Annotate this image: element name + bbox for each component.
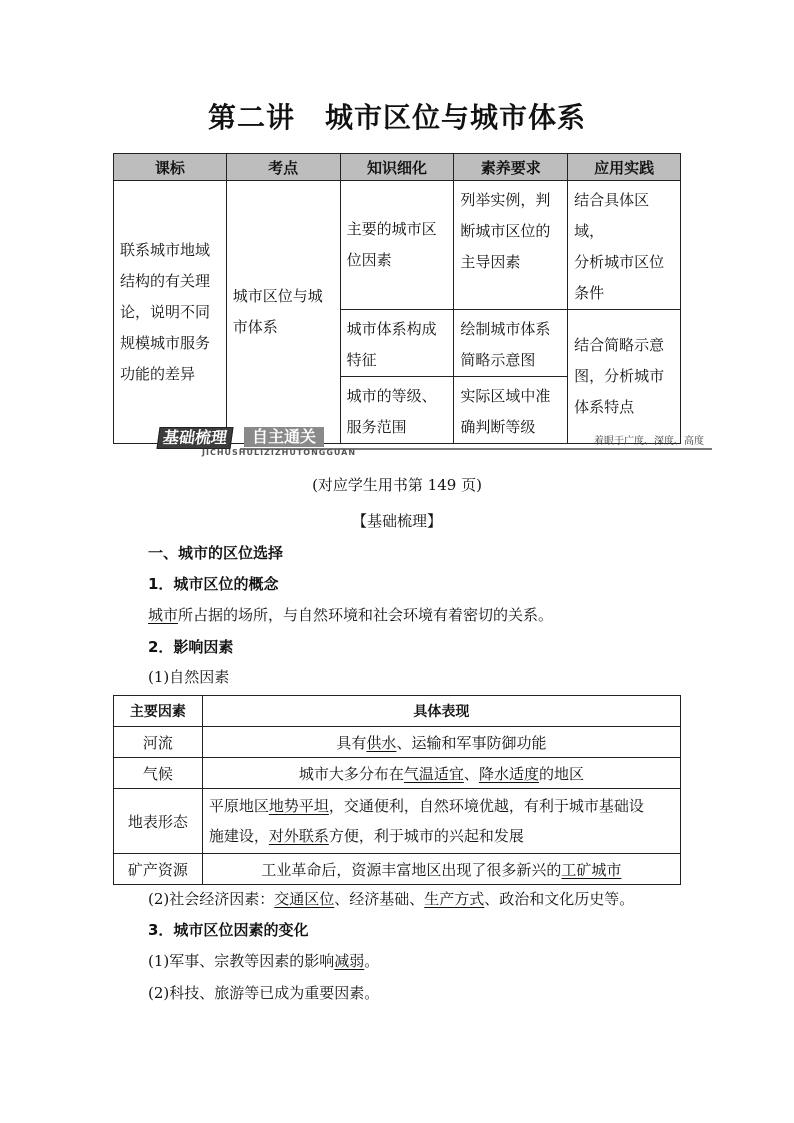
heading-location-choice: 一、城市的区位选择 (148, 544, 284, 562)
text-span: 的地区 (538, 764, 584, 783)
text-line: 城市体系构成 (346, 320, 437, 338)
natural-factors-table (113, 695, 681, 885)
cell-zhishi-2 (340, 310, 454, 377)
banner-note: 着眼于广度、深度、高度 (594, 436, 704, 447)
text-span: 平原地区 (208, 797, 269, 815)
text-span: 施建设， (208, 827, 269, 845)
text-line: 城市区位与城 (232, 287, 323, 305)
change-text-2: (2)科技、旅游等已成为重要因素。 (148, 984, 380, 1002)
blank-answer: 减弱 (334, 952, 365, 970)
header-suyang: 素养要求 (454, 154, 568, 181)
text-line (209, 791, 674, 821)
social-factors-text (148, 888, 634, 909)
factor-detail (202, 789, 680, 854)
text-span: 工业革命后，资源丰富地区出现了很多新兴的 (261, 860, 562, 879)
page-reference: (对应学生用书第 149 页) (312, 476, 482, 494)
heading-concept: 1．城市区位的概念 (148, 575, 279, 593)
text-line: 城市的等级、 (346, 387, 437, 405)
table-row (114, 758, 681, 789)
text-span: ，交通便利，自然环境优越，有利于城市基础设 (328, 797, 644, 815)
text-line: 特征 (346, 351, 377, 369)
heading-factor-changes: 3．城市区位因素的变化 (148, 921, 309, 939)
section-banner (154, 426, 712, 456)
blank-answer: 城市 (148, 606, 179, 624)
text-line: 结合具体区域， (574, 191, 650, 240)
text-span: 、经济基础、 (334, 890, 425, 908)
text-line: 位因素 (346, 251, 392, 269)
lecture-title: 城市区位与城市体系 (325, 101, 587, 134)
text-line: 绘制城市体系 (460, 320, 551, 338)
table-row (114, 727, 681, 758)
text-line: 联系城市地域 (120, 240, 211, 259)
blank-answer: 降水适度 (478, 764, 539, 783)
factor-name: 河流 (114, 727, 203, 758)
cell-suyang-2 (454, 310, 568, 377)
text-line: 规模城市服务 (120, 333, 211, 352)
text-span: 具有 (336, 733, 367, 752)
text-line: 结合简略示意 (574, 336, 665, 354)
factor-name: 气候 (114, 758, 203, 789)
text-span: 。 (364, 952, 380, 970)
text-span: 方便，利于城市的兴起和发展 (328, 827, 524, 845)
factor-detail (202, 758, 680, 789)
blank-answer: 交通区位 (274, 890, 335, 908)
factor-name: 地表形态 (114, 789, 203, 854)
blank-answer: 供水 (366, 733, 397, 752)
text-line: 功能的差异 (120, 364, 196, 383)
header-main-factor: 主要因素 (114, 696, 203, 727)
natural-factors-label: (1)自然因素 (148, 668, 230, 686)
text-line: 结构的有关理 (120, 271, 211, 290)
table-row (114, 854, 681, 885)
text-line: 市体系 (232, 318, 278, 336)
header-zhishi: 知识细化 (340, 154, 454, 181)
header-yingyong: 应用实践 (568, 154, 681, 181)
header-performance: 具体表现 (202, 696, 680, 727)
text-line: 列举实例，判 (460, 191, 551, 209)
blank-answer: 地势平坦 (268, 797, 329, 815)
text-span: 、政治和文化历史等。 (484, 890, 635, 908)
text-line: 确判断等级 (460, 418, 536, 436)
cell-kaodian (226, 181, 340, 444)
header-kebiao: 课标 (114, 154, 227, 181)
text-line: 体系特点 (574, 398, 635, 416)
blank-answer: 生产方式 (424, 890, 485, 908)
text-span: (2)社会经济因素： (148, 890, 275, 908)
blank-answer: 气温适宜 (403, 764, 464, 783)
page-title (0, 96, 794, 136)
factor-header-row (114, 696, 681, 727)
text-line: 实际区域中准 (460, 387, 551, 405)
text-line: 条件 (574, 284, 605, 302)
text-span: 所占据的场所，与自然环境和社会环境有着密切的关系。 (178, 606, 554, 624)
banner-pinyin: JICHUSHULIZIZHUTONGGUAN (202, 448, 357, 457)
heading-factors: 2．影响因素 (148, 638, 234, 656)
cell-yingyong-1 (568, 181, 681, 310)
text-line: 服务范围 (346, 418, 407, 436)
blank-answer: 工矿城市 (561, 860, 622, 879)
lecture-number: 第二讲 (207, 101, 295, 134)
text-span: (1)军事、宗教等因素的影响 (148, 952, 335, 970)
blank-answer: 对外联系 (268, 827, 329, 845)
text-span: 、运输和军事防御功能 (396, 733, 547, 752)
text-span: 、 (463, 764, 479, 783)
section-header: 【基础梳理】 (351, 512, 442, 530)
cell-yingyong-2 (568, 310, 681, 444)
curriculum-header-row (114, 154, 681, 181)
text-line: 论，说明不同 (120, 302, 211, 321)
factor-name: 矿产资源 (114, 854, 203, 885)
text-line: 简略示意图 (460, 351, 536, 369)
text-line: 断城市区位的 (460, 222, 551, 240)
text-line: 主要的城市区 (346, 220, 437, 238)
cell-suyang-1 (454, 181, 568, 310)
table-row (114, 789, 681, 854)
text-line: 主导因素 (460, 253, 521, 271)
curriculum-table (113, 153, 681, 444)
header-kaodian: 考点 (226, 154, 340, 181)
text-line: 图，分析城市 (574, 367, 665, 385)
change-text-1 (148, 950, 379, 971)
cell-kebiao (114, 181, 227, 444)
concept-text (148, 604, 553, 625)
factor-detail (202, 727, 680, 758)
banner-tag-self-study: 自主通关 (244, 427, 324, 447)
text-line: 分析城市区位 (574, 253, 665, 271)
cell-zhishi-1 (340, 181, 454, 310)
text-span: 城市大多分布在 (298, 764, 404, 783)
banner-tag-basics: 基础梳理 (156, 427, 233, 449)
factor-detail (202, 854, 680, 885)
text-line (209, 821, 674, 851)
